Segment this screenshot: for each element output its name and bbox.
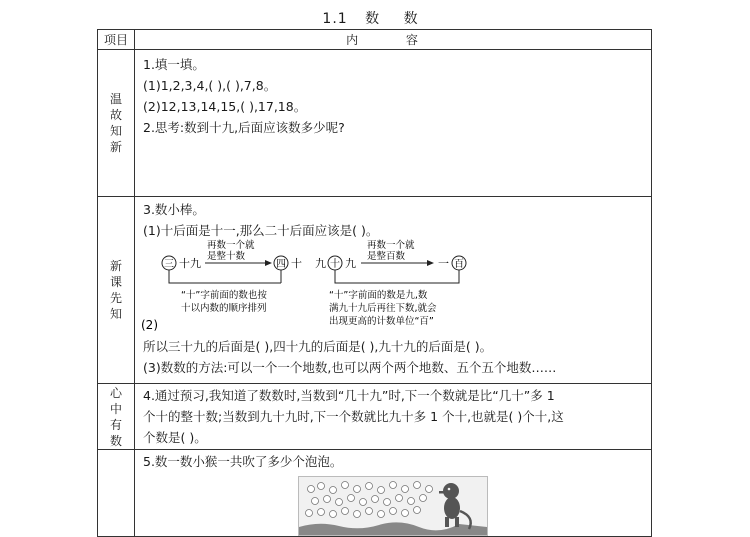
left-result-text: 四 [276, 259, 286, 270]
worksheet-table [97, 29, 652, 537]
right-mid: 九 [345, 257, 356, 270]
right-note-2: 满九十九后再往下数,就会 [329, 303, 437, 314]
page-title [0, 8, 750, 28]
right-result-pre: 一 [438, 257, 449, 270]
mind-label: 心中有数 [109, 385, 122, 448]
right-note-connector [335, 270, 459, 283]
right-circle-text: 十 [330, 259, 340, 270]
monkey-bubbles-image [298, 476, 488, 536]
monkey-figure [439, 483, 471, 529]
review-line-4: 2.思考:数到十九,后面应该数多少呢? [143, 120, 345, 135]
left-mid-text: 十九 [179, 257, 201, 270]
q3-part1: (1)十后面是十一,那么二十后面应该是( )。 [143, 223, 379, 238]
left-arrow-label-1: 再数一个就 [207, 240, 255, 251]
right-arrow-label-1: 再数一个就 [367, 240, 415, 251]
q3-title: 3.数小棒。 [143, 202, 205, 217]
right-arrow-head [427, 260, 434, 266]
right-prefix: 九 [315, 257, 326, 270]
review-line-1: 1.填一填。 [143, 57, 205, 72]
section-title: 数 数 [365, 11, 428, 27]
counting-diagram-svg [141, 240, 485, 336]
monkey-eye [448, 488, 451, 491]
q3-part2: 所以三十九的后面是( ),四十九的后面是( ),九十九的后面是( )。 [143, 339, 493, 354]
new-label: 新课先知 [109, 259, 122, 321]
section-number: 1.1 [322, 11, 348, 27]
left-note-1: “十”字前面的数也按 [181, 290, 267, 301]
header-item: 项目 [98, 30, 135, 50]
right-note-1: “十”字前面的数是九,数 [329, 290, 428, 301]
left-arrow-label-2: 是整十数 [207, 251, 246, 262]
header-row [98, 30, 652, 50]
mind-row [98, 384, 652, 450]
review-line-2: (1)1,2,3,4,( ),( ),7,8。 [143, 78, 277, 93]
left-note-2: 十以内数的顺序排列 [181, 303, 267, 314]
left-circle-text: 三 [164, 259, 174, 270]
right-arrow-label-2: 是整百数 [367, 251, 406, 262]
left-note-connector [169, 270, 177, 283]
q3-part3: (3)数数的方法:可以一个一个地数,也可以两个两个地数、五个五个地数…… [143, 360, 557, 375]
mind-line-3: 个数是( )。 [143, 430, 207, 445]
mind-line-1: 4.通过预习,我知道了数数时,当数到“几十九”时,下一个数就是比“几十”多 1 [143, 388, 555, 403]
right-note-3: 出现更高的计数单位“百” [329, 316, 434, 327]
header-content: 内 容 [135, 30, 652, 50]
mind-line-2: 个十的整十数;当数到九十九时,下一个数就比九十多 1 个十,也就是( )个十,这 [143, 409, 564, 424]
counting-diagram [135, 241, 651, 336]
review-label: 温故知新 [109, 92, 122, 154]
new-row [98, 197, 652, 384]
monkey-bubbles-svg [299, 477, 487, 535]
left-arrow-head [265, 260, 272, 266]
right-result-text: 百 [454, 259, 464, 270]
review-line-3: (2)12,13,14,15,( ),17,18。 [143, 99, 307, 114]
practice-row [98, 450, 652, 537]
practice-line: 5.数一数小猴一共吹了多少个泡泡。 [143, 454, 343, 469]
left-result-suffix: 十 [291, 257, 302, 270]
bubbles [306, 482, 433, 518]
q3-part2-label: (2) [141, 318, 158, 332]
review-row [98, 50, 652, 197]
